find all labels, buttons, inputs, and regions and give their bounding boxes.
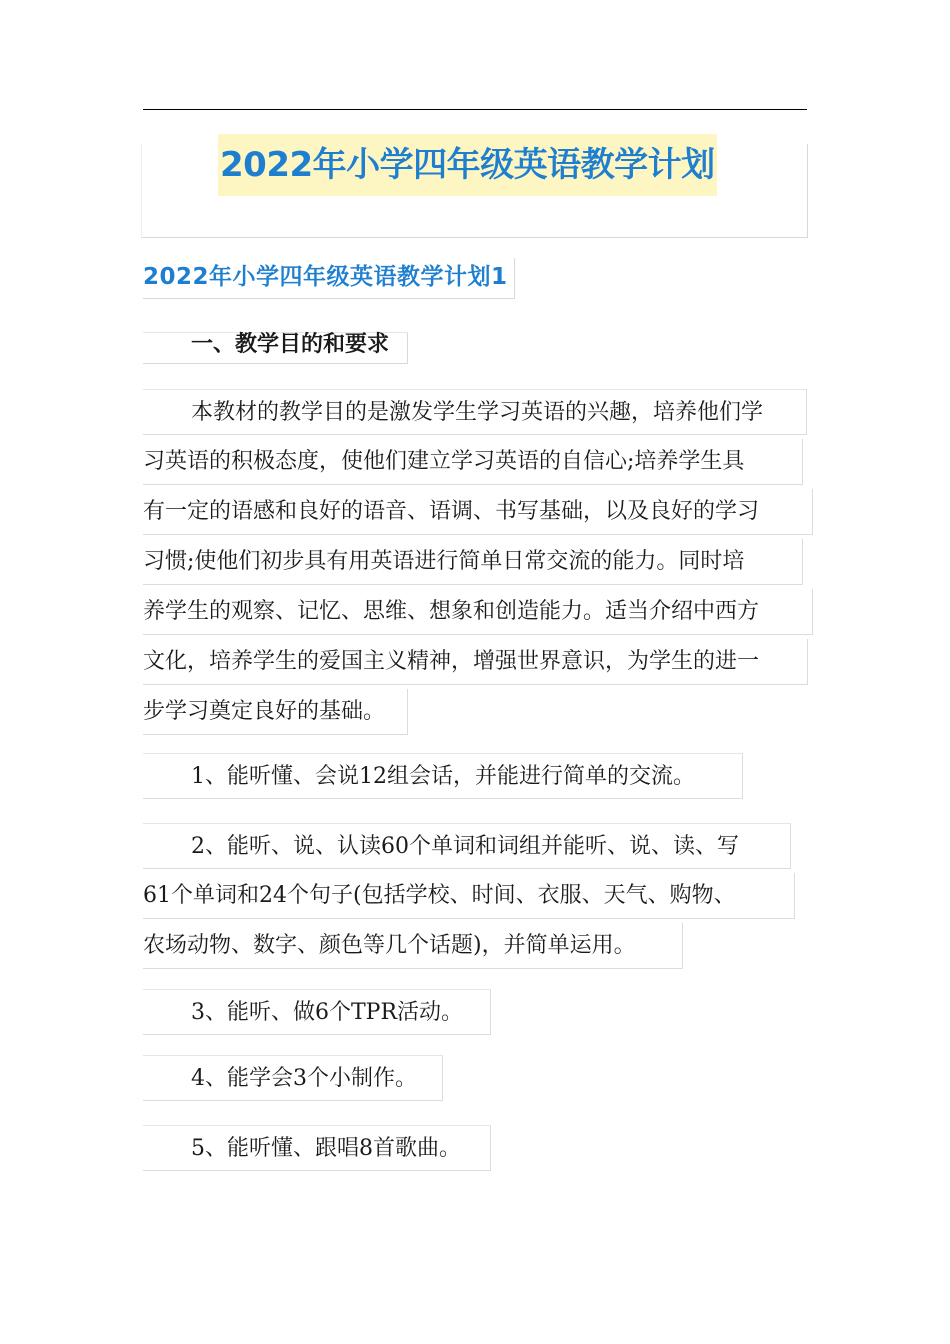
paragraph-line: 习英语的积极态度，使他们建立学习英语的自信心;培养学生具 xyxy=(143,439,803,485)
section-title: 2022年小学四年级英语教学计划1 xyxy=(143,258,515,299)
paragraph-line: 本教材的教学目的是激发学生学习英语的兴趣，培养他们学 xyxy=(143,389,807,435)
paragraph-line: 文化，培养学生的爱国主义精神，增强世界意识，为学生的进一 xyxy=(143,639,808,685)
document-title: 2022年小学四年级英语教学计划 xyxy=(218,134,717,196)
paragraph-line: 有一定的语感和良好的语音、语调、书写基础，以及良好的学习 xyxy=(143,489,813,535)
list-item-continuation: 农场动物、数字、颜色等几个话题)，并简单运用。 xyxy=(143,923,683,969)
paragraph-line: 习惯;使他们初步具有用英语进行简单日常交流的能力。同时培 xyxy=(143,539,803,585)
list-item: 5、能听懂、跟唱8首歌曲。 xyxy=(143,1125,491,1171)
heading-block xyxy=(143,332,408,364)
top-rule xyxy=(143,109,807,110)
list-item: 1、能听懂、会说12组会话，并能进行简单的交流。 xyxy=(143,753,743,799)
paragraph-line: 步学习奠定良好的基础。 xyxy=(143,689,408,735)
list-item: 2、能听、说、认读60个单词和词组并能听、说、读、写 xyxy=(143,823,791,869)
list-item: 3、能听、做6个TPR活动。 xyxy=(143,989,491,1035)
list-item: 4、能学会3个小制作。 xyxy=(143,1055,443,1101)
list-item-continuation: 61个单词和24个句子(包括学校、时间、衣服、天气、购物、 xyxy=(143,873,795,919)
paragraph-line: 养学生的观察、记忆、思维、想象和创造能力。适当介绍中西方 xyxy=(143,589,813,635)
heading-text: 一、教学目的和要求 xyxy=(191,332,390,357)
